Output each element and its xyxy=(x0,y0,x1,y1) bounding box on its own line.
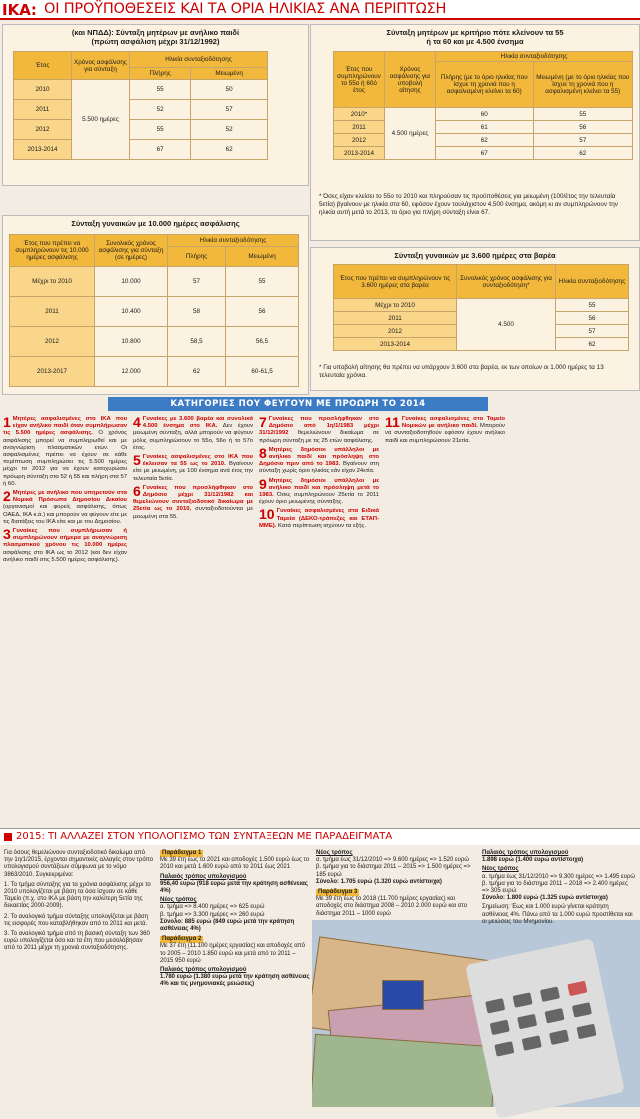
table-cell: 52 xyxy=(130,100,191,120)
eu-flag-icon xyxy=(382,980,424,1010)
example-2-title: Παράδειγμα 2 xyxy=(162,936,202,943)
table3-header-time: Συνολικός χρόνος ασφάλισης για σύνταξη (σε ημέρες) xyxy=(95,235,168,267)
article-column-4 xyxy=(385,416,505,822)
table-cell: 60-61,5 xyxy=(226,357,299,387)
table3-title: Σύνταξη γυναικών με 10.000 ημέρες ασφάλισης xyxy=(71,219,240,228)
section-2015-header xyxy=(0,828,640,845)
examples-column-1: Παράδειγμα 1 Με 39 έτη έως το 2021 και αποδοχές 1.500 ευρώ έως το 2010 και μετά 1.600 ευρώ από το 2011 έως 2021 Παλαιός τρόπος υπολογισμού 956,40 ευρώ (918 ευρώ μετά την κράτηση ασθένειας 4%) Νέος τρόπος α. τμήμα => 8.400 ημέρες => 625 ευρώ β. τμήμα => 3.300 ημέρες => 260 ευρώ Σύνολο: 885 ευρώ (849 ευρώ μετά την κράτηση ασθένειας 4%) Παράδειγμα 2 Με 37 έτη (11.100 ημέρες εργασίας) και αποδοχές από το 2005 – 2010 1.850 ευρώ και μετά από το 2011 – 2015 950 ευρώ Παλαιός τρόπος υπολογισμού 1.780 ευρώ (1.380 ευρώ μετά την κράτηση ασθένειας 4% και τις μνημονιακές μειώσεις) xyxy=(160,850,310,988)
list-item: 11 Γυναίκες ασφαλισμένες στο Ταμείο Νομικών με ανήλικο παιδί. Μπορούν να συνταξιοδοτηθούν εφόσον έχουν ανήλικο παιδί και συμπληρώσουν 21ετία. xyxy=(385,414,505,444)
table-cell: 62 xyxy=(436,134,534,147)
categories-banner: ΚΑΤΗΓΟΡΙΕΣ ΠΟΥ ΦΕΥΓΟΥΝ ΜΕ ΠΡΟΩΡΗ ΤΟ 2014 xyxy=(108,397,488,411)
table-cell: 4.500 xyxy=(457,299,556,351)
table-cell: 67 xyxy=(436,147,534,160)
table3-grid xyxy=(9,234,299,387)
table4-note: * Για υποβολή αίτησης θα πρέπει να υπάρχουν 3.600 στα βαρέα, εκ των οποίων οι 1.000 ημέρες τα 13 τελευταία χρόνια. xyxy=(319,364,604,379)
table-mothers-minor-child xyxy=(2,24,309,186)
table-mothers-55-60 xyxy=(310,24,640,241)
section-2015-title: 2015: ΤΙ ΑΛΛΑΖΕΙ ΣΤΟΝ ΥΠΟΛΟΓΙΣΜΟ ΤΩΝ ΣΥΝΤΑΞΕΩΝ ΜΕ ΠΑΡΑΔΕΙΓΜΑΤΑ xyxy=(16,831,393,842)
table-cell: 2013-2014 xyxy=(14,140,72,160)
table-cell: 2013-2014 xyxy=(334,147,385,160)
table1-subtitle: (πρώτη ασφάλιση μέχρι 31/12/1992) xyxy=(91,37,220,46)
table-cell: 10.800 xyxy=(95,327,168,357)
table-cell: 62 xyxy=(168,357,226,387)
table-cell: 2012 xyxy=(10,327,95,357)
table-cell: 62 xyxy=(533,147,632,160)
article-column-2 xyxy=(133,416,253,822)
table1-header-reduced: Μειωμένη xyxy=(191,68,268,80)
table-cell: 4.500 ημέρες xyxy=(385,108,436,160)
table2-grid xyxy=(333,51,633,160)
table-cell: 2012 xyxy=(334,325,457,338)
examples-column-3: Παλαιός τρόπος υπολογισμού 1.898 ευρώ (1.400 ευρώ αντίστοιχα) Νέος τρόπος α. τμήμα έως 31/12/2010 => 9.300 ημέρες => 1.495 ευρώ β. τμήμα για το διάστημα 2011 – 2018 => 2.400 ημέρες => 305 ευρώ Σύνολο: 1.800 ευρώ (1.325 ευρώ αντίστοιχα) Σημείωση: Έως και 1.000 ευρώ γίνεται κράτηση ασθένειας 4%. Πάνω από τα 1.000 ευρώ προστίθεται και οι μειώσεις του Μνημονίου. xyxy=(482,850,636,925)
table3-header-full: Πλήρης xyxy=(168,247,226,267)
table-cell: Μέχρι το 2010 xyxy=(10,267,95,297)
table-cell: 10.000 xyxy=(95,267,168,297)
table4-header-time: Συνολικός χρόνος ασφάλισης για συνταξιοδότηση* xyxy=(457,265,556,299)
table2-title: Σύνταξη μητέρων με κριτήριο πότε κλείνουν τα 55 xyxy=(386,28,564,37)
examples-column-2: Νέος τρόπος α. τμήμα έως 31/12/2010 => 9.600 ημέρες => 1.520 ευρώ β. τμήμα για το διάστημα 2011 – 2015 => 1.500 ημέρες => 185 ευρώ Σύνολο: 1.705 ευρώ (1.320 ευρώ αντίστοιχα) Παράδειγμα 3 Με 39 έτη έως το 2018 (11.700 ημέρες εργασίας) και αποδοχές στο διάστημα 2008 – 2010 2.000 ευρώ και στο διάστημα 2011 – 1000 ευρώ xyxy=(316,850,471,917)
table1-header-full: Πλήρης xyxy=(130,68,191,80)
table-cell: 12.000 xyxy=(95,357,168,387)
table1-grid xyxy=(13,51,268,160)
table4-header-age: Ηλικία συνταξιοδότησης xyxy=(556,265,629,299)
table4-title: Σύνταξη γυναικών με 3.600 ημέρες στα βαρέα xyxy=(394,251,556,260)
list-item: 5 Γυναίκες ασφαλισμένες στο ΙΚΑ που έκλεισαν τα 55 ως το 2010. Βγαίνουν είτε με μειωμένη, με 100 ένσημα ανά έτος την τελευταία 5ετία. xyxy=(133,452,253,482)
list-item: 3 Γυναίκες που συμπλήρωσαν ή συμπληρώνουν σήμερα με αναγνώριση πλασματικού χρόνου τις 10.000 ημέρες ασφάλισης στο ΙΚΑ ως το 2012 (και δεν είχαν ανήλικο παιδί στις 5.500 ημέρες ασφάλισης). xyxy=(3,526,127,563)
table3-header-reduced: Μειωμένη xyxy=(226,247,299,267)
table-cell: 58,5 xyxy=(168,327,226,357)
section-bullet-icon xyxy=(4,833,12,841)
table-cell: 55 xyxy=(556,299,629,312)
example-1-title: Παράδειγμα 1 xyxy=(162,850,202,856)
list-item: 1 Μητέρες ασφαλισμένες στο ΙΚΑ που είχαν ανήλικο παιδί όταν συμπλήρωσαν τις 5.500 ημέρες ασφάλισης. Ο χρόνος ασφάλισης μπορεί να συμπληρωθεί και με αναγνώριση πλασματικών ετών. Οι ασφαλισμένες πρέπει να έχουν σε κάθε περίπτωση συμπληρώσει τις 5.500 ημέρες μέχρι το 2012 για να έχουν κατοχυρώσει πρόωρη σύνταξη στα 52 ή 55 και πλήρη στα 57 ή 60. xyxy=(3,414,128,487)
table-cell: 2010* xyxy=(334,108,385,121)
table-cell: 57 xyxy=(533,134,632,147)
list-item: 7 Γυναίκες που προσλήφθηκαν στο Δημόσιο από 1η/1/1983 μέχρι 31/12/1992 θεμελιώνουν δικαίωμα σε πρόωρη σύνταξη με τις 25 ετών ασφάλισης. xyxy=(259,414,379,444)
page-header xyxy=(0,0,640,20)
table-cell: 62 xyxy=(556,338,629,351)
table1-header-age: Ηλικία συνταξιοδότησης xyxy=(130,52,268,68)
table-cell: 2013-2017 xyxy=(10,357,95,387)
table2-subtitle: ή τα 60 και με 4.500 ένσημα xyxy=(426,37,524,46)
table-cell: 50 xyxy=(191,80,268,100)
table-cell: 61 xyxy=(436,121,534,134)
table-cell: 5.500 ημέρες xyxy=(72,80,130,160)
article-column-3 xyxy=(259,416,379,822)
table-cell: 2012 xyxy=(334,134,385,147)
table-cell: 57 xyxy=(191,100,268,120)
header-logo: ΙΚΑ: xyxy=(2,1,37,19)
table-cell: 2013-2014 xyxy=(334,338,457,351)
table-cell: 56,5 xyxy=(226,327,299,357)
table-cell: 2011 xyxy=(334,312,457,325)
table-cell: 2011 xyxy=(14,100,72,120)
table4-grid xyxy=(333,264,629,351)
table2-header-full: Πλήρης (με το όριο ηλικίας που ίσχυε τη χρονιά που η ασφαλισμένη κλείνει τα 60) xyxy=(436,62,534,108)
table-cell: 2011 xyxy=(334,121,385,134)
table-cell: 52 xyxy=(191,120,268,140)
table-cell: 56 xyxy=(533,121,632,134)
table-cell: 60 xyxy=(436,108,534,121)
table-cell: 55 xyxy=(130,80,191,100)
list-item: 10 Γυναίκες ασφαλισμένες στα Ειδικά Ταμεία (ΔΕΚΟ-τράπεζες και ΕΤΑΠ-ΜΜΕ). Κατά περίπτωση ισχύουν τα εξής. xyxy=(259,506,379,529)
table-cell: 55 xyxy=(130,120,191,140)
table-cell: 2010 xyxy=(14,80,72,100)
table-cell: 58 xyxy=(168,297,226,327)
table-women-heavy-work xyxy=(310,247,640,391)
table2-header-reduced: Μειωμένη (με το όριο ηλικίας που ίσχυε τη χρονιά που η ασφαλισμένη κλείνει τα 55) xyxy=(533,62,632,108)
table-cell: 55 xyxy=(533,108,632,121)
table-cell: 56 xyxy=(556,312,629,325)
list-item: 4 Γυναίκες με 3.600 βαρέα και συνολικά 4.500 ένσημα στο ΙΚΑ. Δεν έχουν μειωμένη σύνταξη, αλλά μπορούν να φύγουν μόλις συμπληρώσουν το 55ο, 56ο ή το 57ο έτος. xyxy=(133,414,254,451)
list-item: 6 Γυναίκες που προσλήφθηκαν στο Δημόσιο μέχρι 31/12/1982 και θεμελιώνουν συνταξιοδοτικό δικαίωμα με 25ετία ως το 2010, συνταξιοδοτούνται με μειωμένη στα 55. xyxy=(133,482,253,520)
calc-intro-column: Για όσους θεμελιώνουν συνταξιοδοτικό δικαίωμα από την 1η/1/2015, έρχονται σημαντικές αλλαγές στον τρόπο υπολογισμού συντάξεων σύμφωνα με το νόμο 3863/2010. Συγκεκριμένα: 1. Το τμήμα σύνταξης για τα χρόνια ασφάλισης μέχρι το 2010 υπολογίζεται με βάση τα όσα ίσχυαν σε κάθε Ταμείο (π.χ. στο ΙΚΑ με βάση την καλύτερη 5ετία της δεκαετίας 2000-2009). 2. Το αναλογικό τμήμα σύνταξης υπολογίζεται με βάση τις εισφορές που καταβλήθηκαν από το 2011 και μετά. 3. Το αναλογικό τμήμα από τη βασική σύνταξη των 360 ευρώ υπολογίζεται όσο και τα έτη που μεσολάβησαν από το 2011 μέχρι τη χρονιά συνταξιοδότησης. xyxy=(4,850,153,952)
table1-title: (και ΝΠΔΔ): Σύνταξη μητέρων με ανήλικο παιδί xyxy=(71,28,240,37)
table2-header-age: Ηλικία συνταξιοδότησης xyxy=(436,52,633,62)
table-women-10000-days xyxy=(2,215,309,395)
list-item: 2 Μητέρες με ανήλικο που υπηρετούν στα Νομικά Πρόσωπα Δημοσίου Δικαίου (οργανισμοί και φορείς ασφάλισης, όπως ΟΑΕΔ, ΙΚΑ κ.ά.) και μπορούν να φύγουν είτε με τις διατάξεις του ΙΚΑ είτε και με του Δημοσίου. xyxy=(3,488,127,525)
table1-header-year: Έτος xyxy=(14,52,72,80)
table-cell: 2011 xyxy=(10,297,95,327)
table2-header-year: Έτος που συμπληρώνουν το 55ο ή 60ό έτος xyxy=(334,52,385,108)
table1-header-time: Χρόνος ασφάλισης για σύνταξη xyxy=(72,52,130,80)
list-item: 8 Μητέρες δημόσιοι υπάλληλοι με ανήλικο παιδί και πρόσληψη στο Δημόσιο πριν από το 1983. Βγαίνουν στη σύνταξη χωρίς όριο ηλικίας εάν είχαν 24ετία. xyxy=(259,444,379,475)
table3-header-age: Ηλικία συνταξιοδότησης xyxy=(168,235,299,247)
table-cell: Μέχρι το 2010 xyxy=(334,299,457,312)
table2-header-time: Χρόνος ασφάλισης για υποβολή αίτησης xyxy=(385,52,436,108)
example-3-title: Παράδειγμα 3 xyxy=(318,889,358,896)
table4-header-year: Έτος που πρέπει να συμπληρώνουν τις 3.600 ημέρες στα βαρέα xyxy=(334,265,457,299)
table-cell: 67 xyxy=(130,140,191,160)
table-cell: 56 xyxy=(226,297,299,327)
table-cell: 2012 xyxy=(14,120,72,140)
list-item: 9 Μητέρες δημόσιοι υπάλληλοι με ανήλικο παιδί και πρόσληψη μετά το 1983. Όσες συμπληρώνουν 25ετία το 2011 έχουν όριο μειωμένης σύνταξης. xyxy=(259,475,379,506)
table-cell: 10.400 xyxy=(95,297,168,327)
table-cell: 55 xyxy=(226,267,299,297)
table-cell: 57 xyxy=(168,267,226,297)
table3-header-year: Έτος που πρέπει να συμπληρώνουν τις 10.000 ημέρες ασφάλισης xyxy=(10,235,95,267)
table-cell: 57 xyxy=(556,325,629,338)
table2-note: * Όσες είχαν κλείσει το 55ο το 2010 και πληρούσαν τις προϋποθέσεις για μειωμένη (100/έτος την τελευταία 5ετία) βγαίνουν με ηλικία στα 60, εφόσον έχουν τουλάχιστον 4.500 ένσημα, ακόμη κι αν συμπληρώνουν την ηλικία αυτή μετά το 2013, το όριο για πλήρη σύνταξη είναι 67. xyxy=(319,193,618,216)
article-column-1 xyxy=(3,416,127,822)
table-cell: 62 xyxy=(191,140,268,160)
header-title: ΟΙ ΠΡΟΫΠΟΘΕΣΕΙΣ ΚΑΙ ΤΑ ΟΡΙΑ ΗΛΙΚΙΑΣ ΑΝΑ ΠΕΡΙΠΤΩΣΗ xyxy=(44,1,447,17)
